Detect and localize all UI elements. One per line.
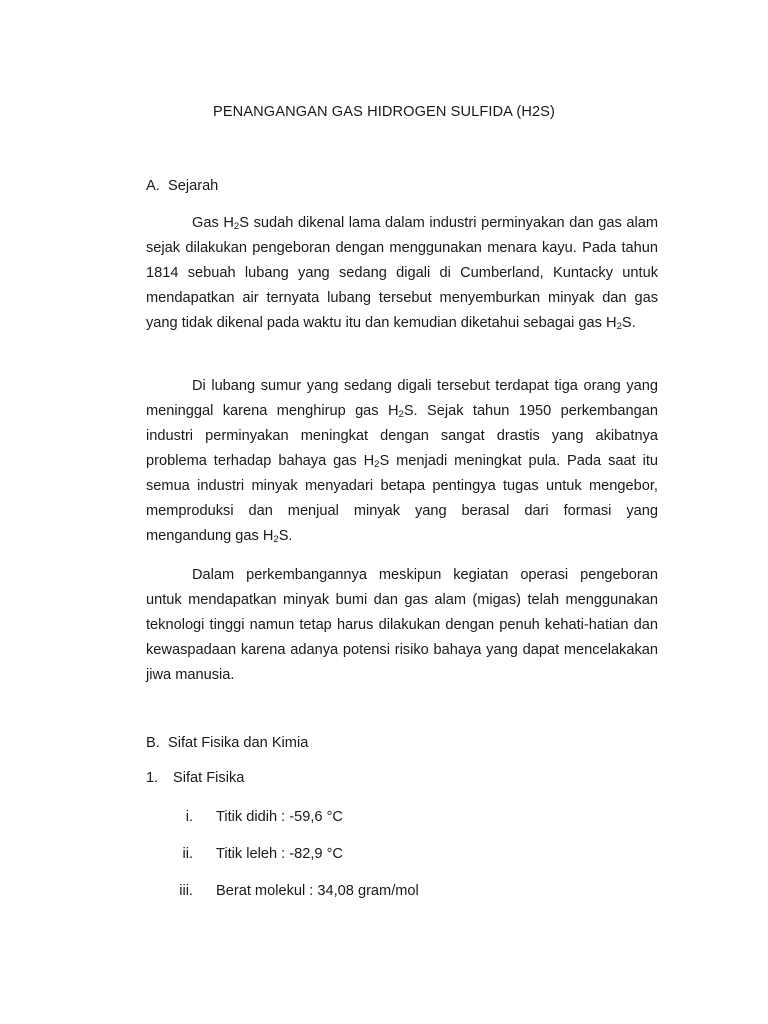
subsection-1-heading [146,770,244,786]
list-item [146,809,658,825]
paragraph-2-text-c: S menjadi meningkat pula. Pada saat itu semua industri minyak menyadari betapa pentingya tugas untuk mengebor, memproduksi dan menjual minyak yang berasal dari formasi yang mengandung gas H [146,453,659,544]
paragraph-2-sub-b: 2 [374,459,380,470]
paragraph-2-sub-a: 2 [398,409,404,420]
section-a-title: Sejarah [168,178,219,194]
paragraph-2-text-a: Di lubang sumur yang sedang digali tersebut terdapat tiga orang yang meninggal karena menghirup gas H [146,378,658,419]
paragraph-3: Dalam perkembangannya meskipun kegiatan operasi pengeboran untuk mendapatkan minyak bumi dan gas alam (migas) telah menggunakan teknologi tinggi namun tetap harus dilakukan dengan penuh kehati-hatian dan kewaspadaan karena adanya potensi risiko bahaya yang dapat mencelakakan jiwa manusia. [146,567,658,683]
section-a-heading [146,178,218,194]
paragraph-1-sub-a: 2 [233,221,240,232]
list-item-text: Titik didih : -59,6 °C [216,809,343,825]
list-item-number: iii. [179,883,193,899]
list-item-text: Berat molekul : 34,08 gram/mol [216,883,419,899]
document-title: PENANGANGAN GAS HIDROGEN SULFIDA (H2S) [213,104,555,120]
list-item-number: ii. [182,846,193,862]
paragraph-1-text-a: Gas H [192,215,234,231]
section-a-marker: A. [146,178,160,194]
paragraph-2-sub-c: 2 [273,534,279,545]
section-b-heading [146,735,308,751]
list-item [146,846,658,862]
paragraph-2 [146,374,658,549]
paragraph-1-text-c: S. [621,315,636,331]
list-item [146,883,658,899]
list-item-number: i. [185,809,193,825]
subsection-1-marker: 1. [146,770,159,786]
list-item-text: Titik leleh : -82,9 °C [216,846,343,862]
subsection-1-title: Sifat Fisika [173,770,245,786]
paragraph-2-text-d: S. [278,528,293,544]
paragraph-2-text-b: S. Sejak tahun 1950 perkembangan industri perminyakan meningkat dengan sangat drastis yang akibatnya problema terhadap bahaya gas H [146,403,658,469]
section-b-marker: B. [146,735,160,751]
paragraph-1-text-b: S sudah dikenal lama dalam industri perminyakan dan gas alam sejak dilakukan pengeboran dengan menggunakan menara kayu. Pada tahun 1814 sebuah lubang yang sedang digali di Cumberland, Kuntacky untuk mendapatkan air ternyata lubang tersebut menyemburkan minyak dan gas yang tidak dikenal pada waktu itu dan kemudian diketahui sebagai gas H [146,215,658,331]
section-b-title: Sifat Fisika dan Kimia [168,735,309,751]
paragraph-1-sub-b: 2 [616,321,622,332]
paragraph-1 [146,211,658,336]
